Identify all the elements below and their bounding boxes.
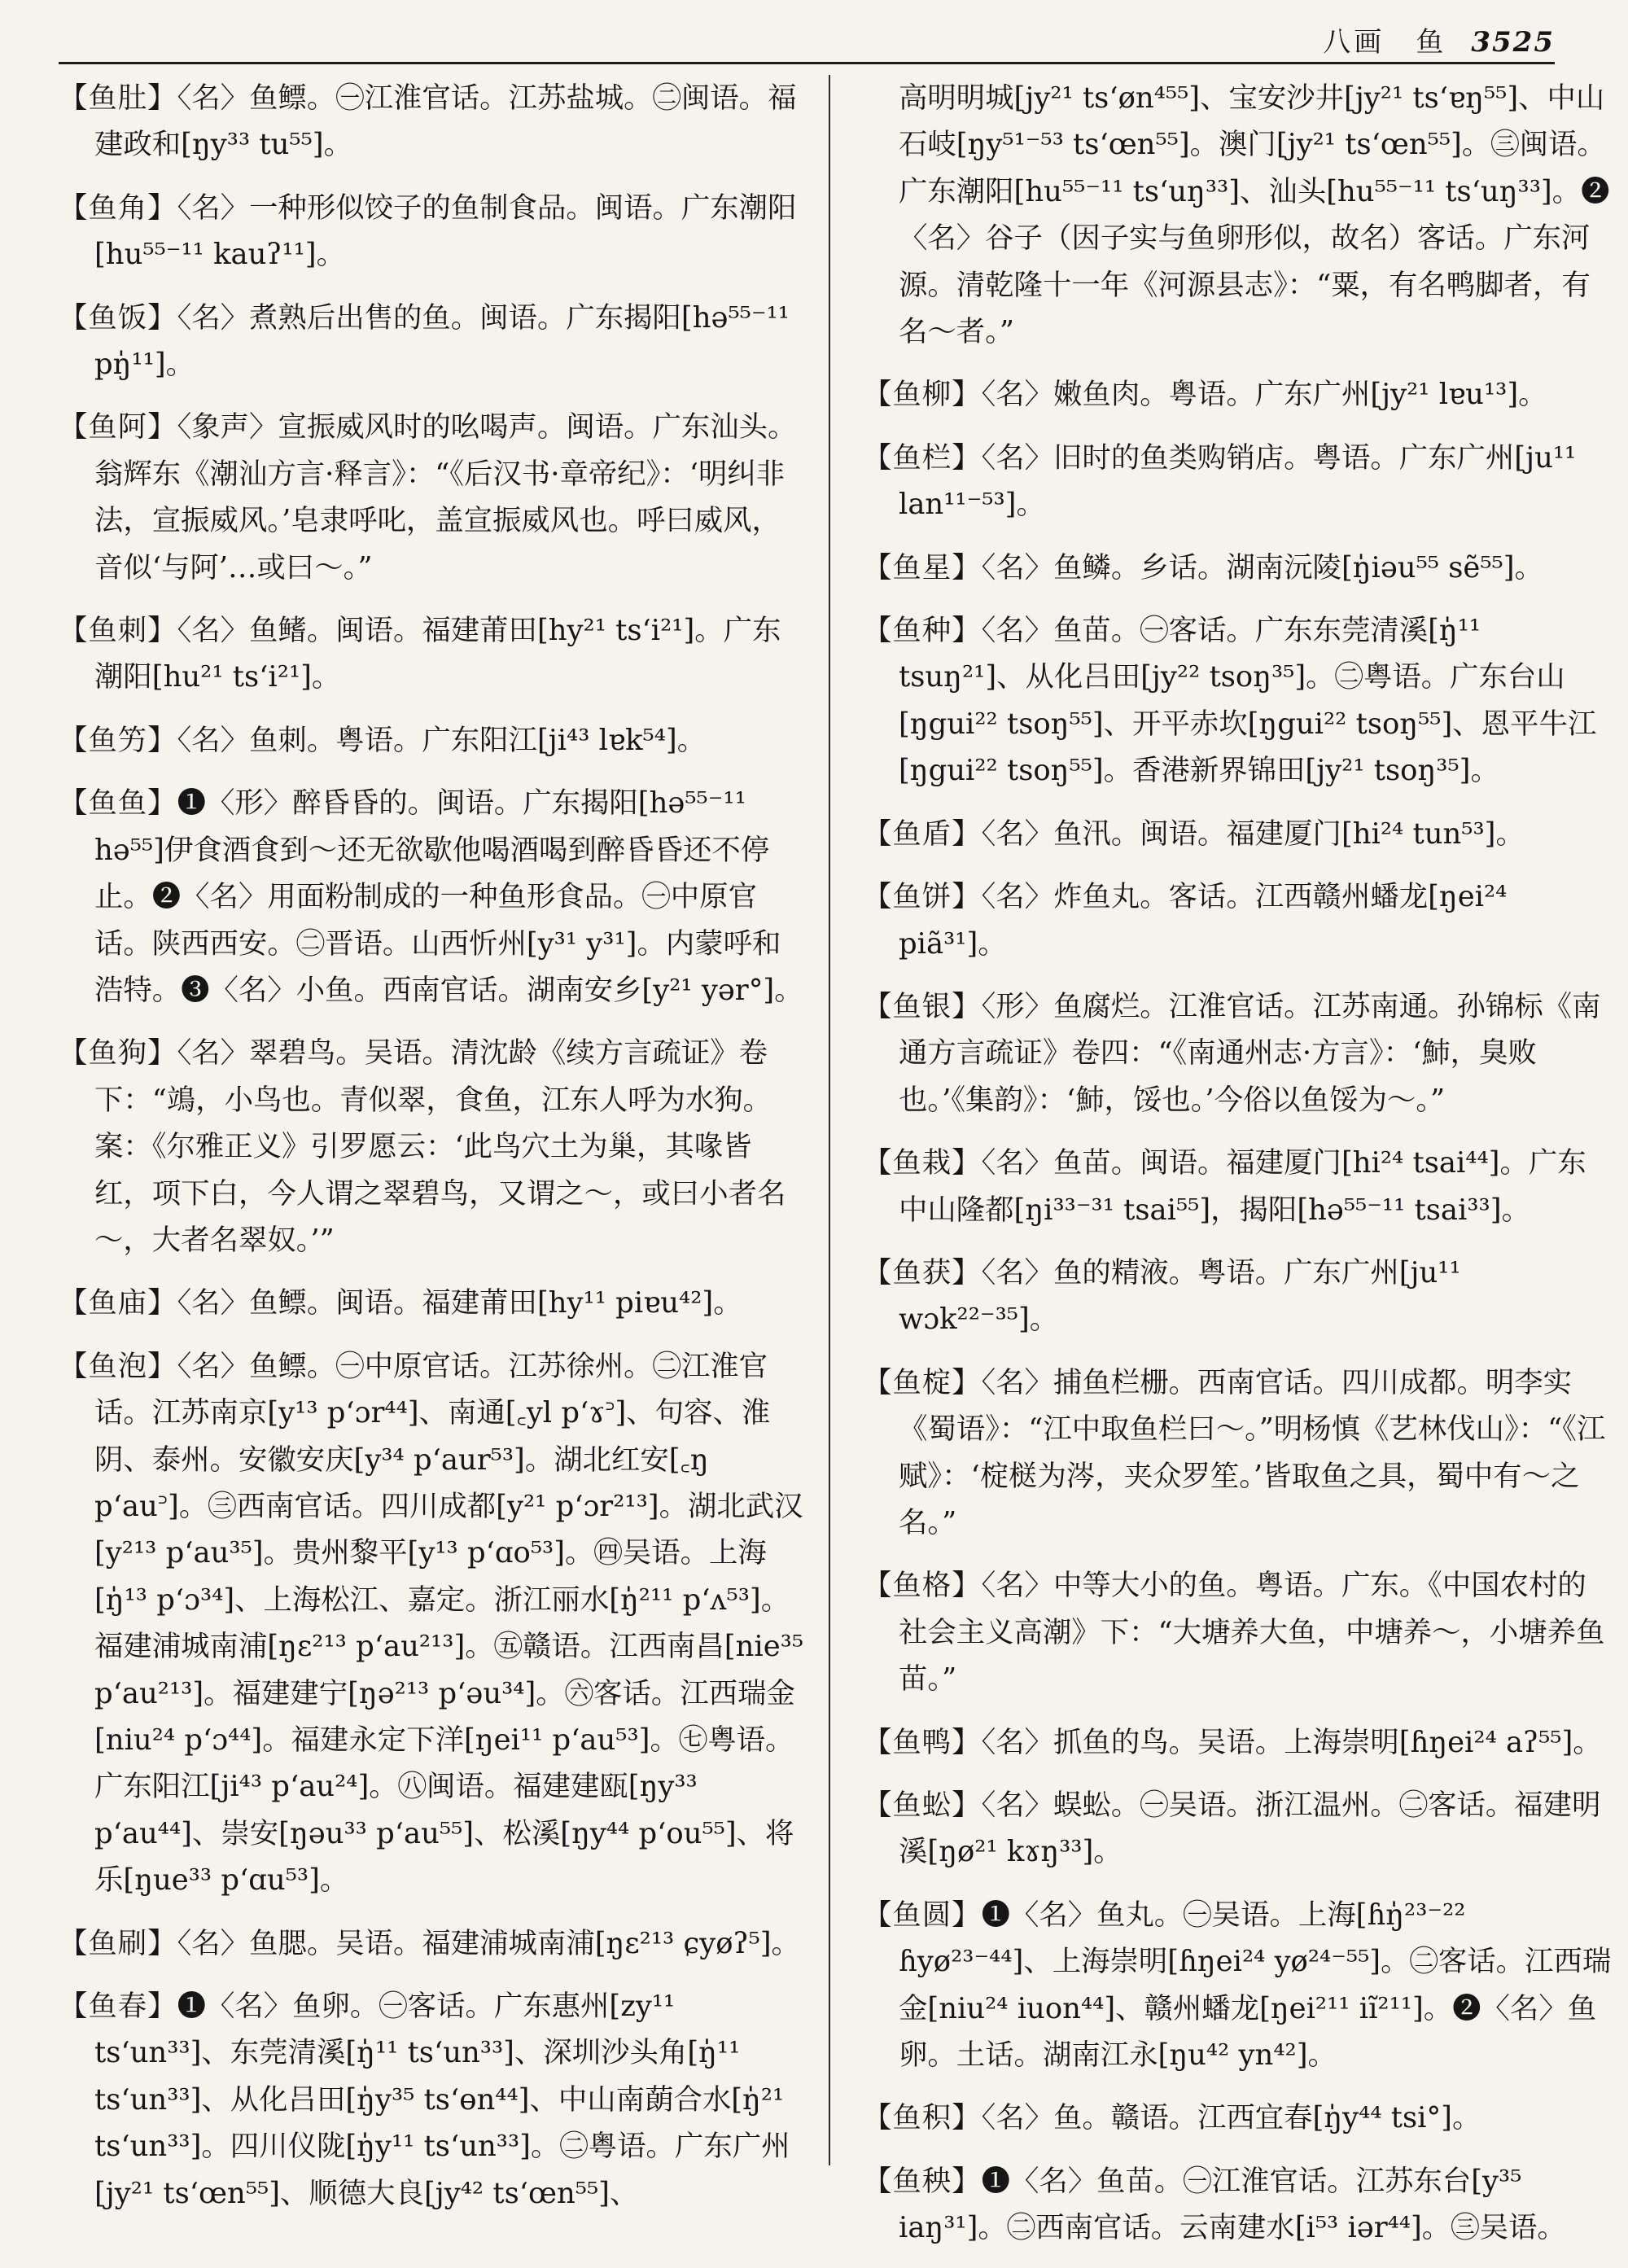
dictionary-entry bbox=[863, 1359, 1612, 1547]
dictionary-entry bbox=[863, 1250, 1612, 1343]
entry-definition: 〈名〉鱼的精液。粤语。广东广州[ju¹¹ wɔk²²⁻³⁵]。 bbox=[899, 1255, 1461, 1337]
dictionary-entry bbox=[59, 185, 807, 278]
column-divider bbox=[829, 75, 830, 2165]
entry-definition: 〈名〉煮熟后出售的鱼。闽语。广东揭阳[hə⁵⁵⁻¹¹ pŋ̍¹¹]。 bbox=[94, 300, 790, 382]
page-header bbox=[59, 11, 1555, 64]
entry-definition: 〈名〉抓鱼的鸟。吴语。上海崇明[ɦŋei²⁴ aʔ⁵⁵]。 bbox=[981, 1725, 1602, 1759]
dictionary-entry-continued bbox=[863, 75, 1612, 355]
entry-headword: 【鱼格】 bbox=[863, 1569, 982, 1603]
entry-definition: 〈象声〉宣振威风时的吆喝声。闽语。广东汕头。翁辉东《潮汕方言·释言》：“《后汉书·章帝纪》：‘明纠非法，宣振威风。’皂隶呼叱，盖宣振威风也。呼曰威风，音似‘与阿’…或曰～。” bbox=[94, 410, 797, 585]
dictionary-entry bbox=[863, 1562, 1612, 1702]
entry-headword: 【鱼饼】 bbox=[863, 880, 982, 914]
entry-headword: 【鱼刺】 bbox=[59, 614, 177, 648]
dictionary-entry bbox=[59, 1920, 807, 1967]
dictionary-entry bbox=[59, 1030, 807, 1263]
entry-headword: 【鱼栏】 bbox=[863, 440, 982, 475]
entry-definition: 〈名〉一种形似饺子的鱼制食品。闽语。广东潮阳[hu⁵⁵⁻¹¹ kauʔ¹¹]。 bbox=[94, 190, 797, 272]
entry-headword: 【鱼阿】 bbox=[59, 410, 177, 444]
entry-definition: 〈名〉鱼鳔。㊀中原官话。江苏徐州。㊁江淮官话。江苏南京[y¹³ pʻɔr⁴⁴]、南通[꜀yl pʻɤ꜄]、句容、淮阴、泰州。安徽安庆[y³⁴ pʻaur⁵³]。湖北红安[꜀ŋ pʻau꜄]。㊂西南官话。四川成都[y²¹ pʻɔr²¹³]。湖北武汉[y²¹³ pʻau³⁵]。贵州黎平[y¹³ pʻɑo⁵³]。㊃吴语。上海[ŋ̍¹³ pʻɔ³⁴]、上海松江、嘉定。浙江丽水[ŋ̍²¹¹ pʻʌ⁵³]。福建浦城南浦[ŋɛ²¹³ pʻau²¹³]。㊄赣语。江西南昌[nie³⁵ pʻau²¹³]。福建建宁[ŋə²¹³ pʻəu³⁴]。㊅客话。江西瑞金[niu²⁴ pʻɔ⁴⁴]。福建永定下洋[ŋei¹¹ pʻau⁵³]。㊆粤语。广东阳江[ji⁴³ pʻau²⁴]。㊇闽语。福建建瓯[ŋy³³ pʻau⁴⁴]、崇安[ŋəu³³ pʻau⁵⁵]、松溪[ŋy⁴⁴ pʻou⁵⁵]、将乐[ŋue³³ pʻɑu⁵³]。 bbox=[94, 1349, 804, 1898]
entry-headword: 【鱼泡】 bbox=[59, 1349, 177, 1383]
entry-headword: 【鱼盾】 bbox=[863, 817, 982, 851]
entry-definition: ❶〈名〉鱼卵。㊀客话。广东惠州[zy¹¹ tsʻun³³]、东莞清溪[ŋ̍¹¹ tsʻun³³]、深圳沙头角[ŋ̍¹¹ tsʻun³³]、从化吕田[ŋ̍y³⁵ tsʻɵn⁴⁴]、中山南蓢合水[ŋ̍²¹ tsʻun³³]。四川仪陇[ŋ̍y¹¹ tsʻun³³]。㊁粤语。广东广州[jy²¹ tsʻœn⁵⁵]、顺德大良[jy⁴² tsʻœn⁵⁵]、 bbox=[94, 1990, 790, 2210]
dictionary-entry bbox=[863, 1782, 1612, 1876]
entry-headword: 【鱼春】 bbox=[59, 1990, 177, 2024]
entry-headword: 【鱼圆】 bbox=[863, 1898, 982, 1932]
entry-definition: ❶〈名〉鱼苗。㊀江淮官话。江苏东台[y³⁵ iaŋ³¹]。㊁西南官话。云南建水[i⁵³ iər⁴⁴]。㊂吴语。 bbox=[899, 2164, 1566, 2245]
dictionary-entry bbox=[59, 780, 807, 1014]
dictionary-entry bbox=[863, 2095, 1612, 2141]
dictionary-entry bbox=[59, 295, 807, 388]
entry-definition: 〈名〉嫩鱼肉。粤语。广东广州[jy²¹ lɐu¹³]。 bbox=[981, 378, 1547, 412]
entry-definition: 〈形〉鱼腐烂。江淮官话。江苏南通。孙锦标《南通方言疏证》卷四：“《南通州志·方言》：‘䰽，臭败也。’《集韵》：‘䰽，馁也。’今俗以鱼馁为～。” bbox=[899, 989, 1601, 1117]
entry-definition: 高明明城[jy²¹ tsʻøn⁴⁵⁵]、宝安沙井[jy²¹ tsʻɐŋ⁵⁵]、中山石岐[ŋy⁵¹⁻⁵³ tsʻœn⁵⁵]。澳门[jy²¹ tsʻœn⁵⁵]。㊂闽语。广东潮阳[hu⁵⁵⁻¹¹ tsʻuŋ³³]、汕头[hu⁵⁵⁻¹¹ tsʻuŋ³³]。❷〈名〉谷子（因子实与鱼卵形似，故名）客话。广东河源。清乾隆十一年《河源县志》：“粟，有名鸭脚者，有名～者。” bbox=[899, 81, 1610, 349]
entry-definition: 〈名〉中等大小的鱼。粤语。广东。《中国农村的社会主义高潮》下：“大塘养大鱼，中塘养～，小塘养鱼苗。” bbox=[899, 1569, 1605, 1697]
entry-headword: 【鱼椗】 bbox=[863, 1365, 982, 1399]
dictionary-entry bbox=[59, 607, 807, 701]
entry-definition: 〈名〉蜈蚣。㊀吴语。浙江温州。㊁客话。福建明溪[ŋø²¹ kɤŋ³³]。 bbox=[899, 1789, 1601, 1869]
entry-headword: 【鱼获】 bbox=[863, 1255, 982, 1289]
dictionary-entry bbox=[863, 873, 1612, 967]
entry-definition: 〈名〉鱼汛。闽语。福建厦门[hi²⁴ tun⁵³]。 bbox=[981, 817, 1525, 851]
entry-headword: 【鱼庙】 bbox=[59, 1286, 177, 1320]
dictionary-entry bbox=[863, 1892, 1612, 2079]
entry-headword: 【鱼肚】 bbox=[59, 81, 177, 115]
entry-definition: ❶〈形〉醉昏昏的。闽语。广东揭阳[hə⁵⁵⁻¹¹ hə⁵⁵]伊食酒食到～还无欲歇他喝酒喝到醉昏昏还不停止。❷〈名〉用面粉制成的一种鱼形食品。㊀中原官话。陕西西安。㊁晋语。山西忻州[y³¹ y³¹]。内蒙呼和浩特。❸〈名〉小鱼。西南官话。湖南安乡[y²¹ yər°]。 bbox=[94, 786, 803, 1007]
entry-definition: 〈名〉鱼鳔。闽语。福建莆田[hy¹¹ piɐu⁴²]。 bbox=[177, 1286, 742, 1320]
entry-definition: 〈名〉鱼鳞。乡话。湖南沅陵[ŋ̍iəu⁵⁵ sẽ⁵⁵]。 bbox=[981, 550, 1543, 585]
entry-headword: 【鱼蚣】 bbox=[863, 1789, 982, 1822]
dictionary-entry bbox=[863, 435, 1612, 528]
dictionary-entry bbox=[59, 1343, 807, 1904]
entry-headword: 【鱼狗】 bbox=[59, 1036, 177, 1071]
dictionary-entry bbox=[59, 75, 807, 169]
entry-headword: 【鱼鸭】 bbox=[863, 1725, 982, 1759]
dictionary-entry bbox=[863, 545, 1612, 591]
dictionary-entry bbox=[863, 607, 1612, 795]
entry-headword: 【鱼刷】 bbox=[59, 1926, 177, 1960]
entry-definition: 〈名〉翠碧鸟。吴语。清沈龄《续方言疏证》卷下：“鴗，小鸟也。青似翠，食鱼，江东人呼为水狗。案：《尔雅正义》引罗愿云：‘此鸟穴土为巢，其喙皆红，项下白，今人谓之翠碧鸟，又谓之～，或曰小者名～，大者名翠奴。’” bbox=[94, 1036, 786, 1257]
entry-headword: 【鱼鱼】 bbox=[59, 786, 177, 821]
entry-definition: 〈名〉鱼鳔。㊀江淮官话。江苏盐城。㊁闽语。福建政和[ŋy³³ tu⁵⁵]。 bbox=[94, 81, 797, 162]
dictionary-entry bbox=[863, 811, 1612, 857]
entry-headword: 【鱼种】 bbox=[863, 614, 982, 648]
entry-definition: 〈名〉捕鱼栏栅。西南官话。四川成都。明李实《蜀语》：“江中取鱼栏曰～。”明杨慎《艺林伐山》：“《江赋》：‘椗㮸为涔，夹众罗笙。’皆取鱼之具，蜀中有～之名。” bbox=[899, 1365, 1606, 1539]
dictionary-entry bbox=[863, 1719, 1612, 1766]
dictionary-entry bbox=[863, 1140, 1612, 1233]
entry-headword: 【鱼竻】 bbox=[59, 723, 177, 757]
entry-headword: 【鱼积】 bbox=[863, 2101, 982, 2135]
entry-headword: 【鱼星】 bbox=[863, 550, 982, 585]
entry-definition: 〈名〉鱼鳍。闽语。福建莆田[hy²¹ tsʻi²¹]。广东潮阳[hu²¹ tsʻi²¹]。 bbox=[94, 614, 781, 694]
dictionary-entry bbox=[59, 1983, 807, 2217]
entry-definition: 〈名〉鱼刺。粤语。广东阳江[ji⁴³ lɐk⁵⁴]。 bbox=[177, 723, 707, 757]
dictionary-entry bbox=[863, 371, 1612, 418]
dictionary-entry bbox=[59, 717, 807, 764]
entry-definition: 〈名〉炸鱼丸。客话。江西赣州蟠龙[ŋei²⁴ piã³¹]。 bbox=[899, 880, 1508, 961]
entry-headword: 【鱼饭】 bbox=[59, 300, 177, 335]
page-number: 3525 bbox=[1471, 26, 1555, 59]
dictionary-entry bbox=[863, 983, 1612, 1123]
right-column bbox=[863, 75, 1612, 2268]
entry-definition: 〈名〉鱼。赣语。江西宜春[ŋ̍y⁴⁴ tsi°]。 bbox=[981, 2101, 1481, 2135]
entry-headword: 【鱼栽】 bbox=[863, 1146, 982, 1180]
entry-definition: 〈名〉鱼腮。吴语。福建浦城南浦[ŋɛ²¹³ ɕyøʔ⁵]。 bbox=[177, 1926, 800, 1960]
running-head bbox=[1323, 20, 1555, 59]
dictionary-entry bbox=[59, 1280, 807, 1326]
entry-definition: 〈名〉鱼苗。闽语。福建厦门[hi²⁴ tsai⁴⁴]。广东中山隆都[ŋi³³⁻³¹ tsai⁵⁵]，揭阳[hə⁵⁵⁻¹¹ tsai³³]。 bbox=[899, 1146, 1586, 1227]
entry-headword: 【鱼柳】 bbox=[863, 378, 982, 412]
dictionary-entry bbox=[863, 2158, 1612, 2252]
radical-label: 八画 鱼 bbox=[1323, 26, 1447, 59]
left-column bbox=[59, 75, 807, 2233]
entry-headword: 【鱼角】 bbox=[59, 190, 177, 225]
entry-definition: 〈名〉鱼苗。㊀客话。广东东莞清溪[ŋ̍¹¹ tsuŋ²¹]、从化吕田[jy²² tsoŋ³⁵]。㊁粤语。广东台山[ŋgui²² tsoŋ⁵⁵]、开平赤坎[ŋgui²² tsoŋ⁵⁵]、恩平牛江[ŋgui²² tsoŋ⁵⁵]。香港新界锦田[jy²¹ tsoŋ³⁵]。 bbox=[899, 614, 1597, 788]
entry-headword: 【鱼秧】 bbox=[863, 2164, 982, 2198]
entry-headword: 【鱼银】 bbox=[863, 989, 982, 1023]
dictionary-entry bbox=[59, 404, 807, 591]
entry-definition: ❶〈名〉鱼丸。㊀吴语。上海[ɦŋ̍²³⁻²² ɦyø²³⁻⁴⁴]、上海崇明[ɦŋei²⁴ yø²⁴⁻⁵⁵]。㊁客话。江西瑞金[niu²⁴ iuon⁴⁴]、赣州蟠龙[ŋei²¹¹ iĩ²¹¹]。❷〈名〉鱼卵。土话。湖南江永[ŋu⁴² yn⁴²]。 bbox=[899, 1898, 1612, 2073]
entry-definition: 〈名〉旧时的鱼类购销店。粤语。广东广州[ju¹¹ lan¹¹⁻⁵³]。 bbox=[899, 440, 1577, 522]
